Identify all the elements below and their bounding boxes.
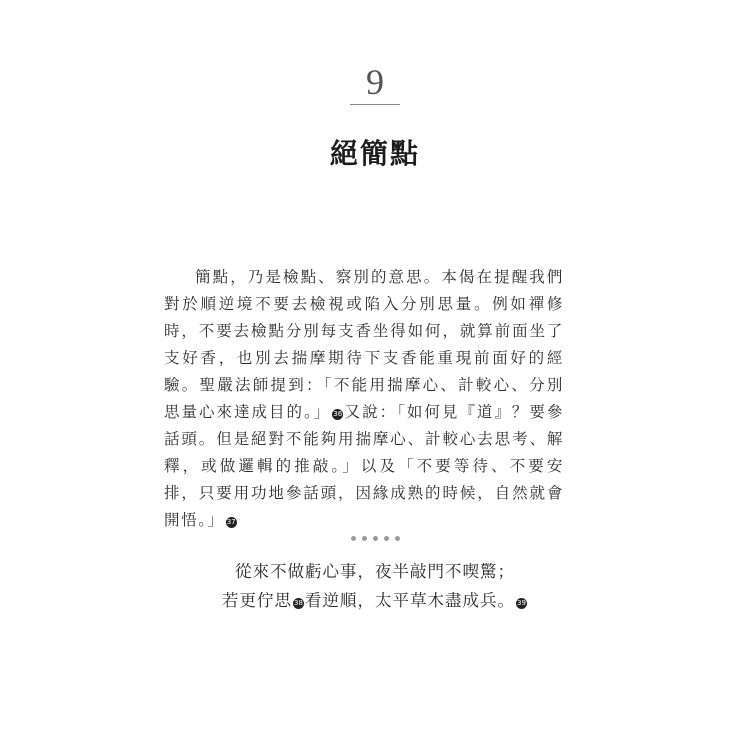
footnote-marker-39: 39	[517, 599, 526, 607]
separator-dot	[384, 536, 389, 541]
chapter-title: 絕簡點	[329, 137, 420, 170]
footnote-marker-38: 38	[294, 599, 303, 607]
body-text-part-2: 又說：「如何見『道』？要參話頭。但是絕對不能夠用揣摩心、計較心去思考、解釋，或做邏輯的推敲。」以及「不要等待、不要安排，只要用功地參話頭，因緣成熟的時候，自然就會開悟。」	[164, 403, 564, 529]
verse-line-2	[0, 586, 750, 615]
verse-line-2-part-b: 看逆順，太平草木盡成兵。	[305, 591, 515, 610]
footnote-marker-36: 36	[333, 410, 343, 418]
verse-line-1: 從來不做虧心事，夜半敲門不喫驚；	[235, 562, 515, 581]
verse-line-2-part-a: 若更佇思	[222, 591, 292, 610]
chapter-number: 9	[366, 62, 384, 102]
verse-block	[0, 557, 750, 615]
separator-dot	[362, 536, 367, 541]
body-text-part-1: 簡點，乃是檢點、察別的意思。本偈在提醒我們對於順逆境不要去檢視或陷入分別思量。例如禪修時，不要去檢點分別每支香坐得如何，就算前面坐了支好香，也別去揣摩期待下支香能重現前面好的經驗。聖嚴法師提到：「不能用揣摩心、計較心、分別思量心來達成目的。」	[164, 268, 564, 421]
section-separator	[0, 536, 750, 541]
footnote-marker-37: 37	[226, 518, 236, 526]
chapter-number-underline	[350, 104, 400, 105]
separator-dot	[395, 536, 400, 541]
separator-dot	[351, 536, 356, 541]
body-paragraph	[164, 264, 564, 534]
separator-dot	[373, 536, 378, 541]
